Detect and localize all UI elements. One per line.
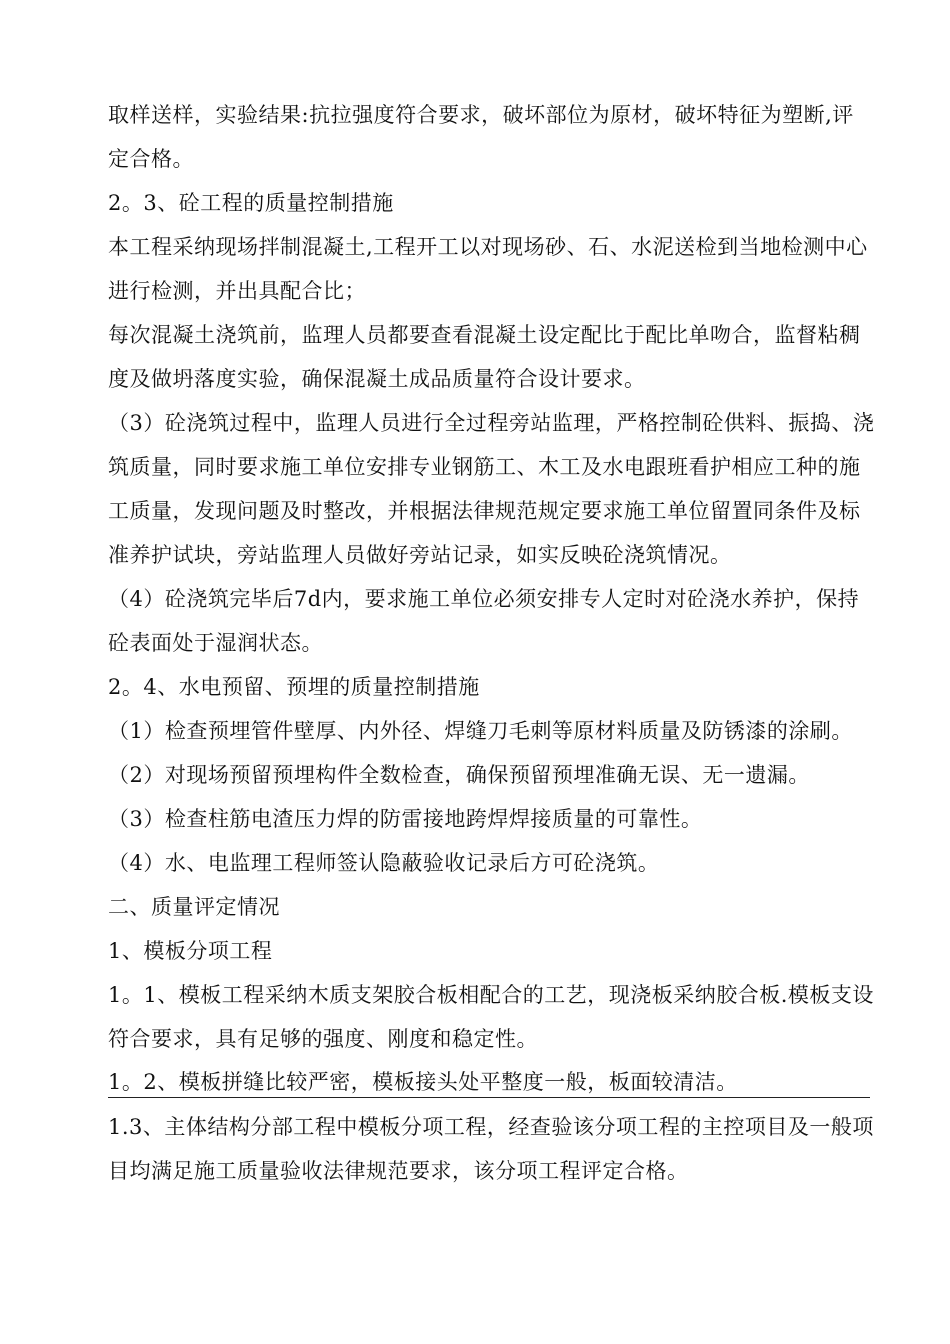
text-line: 每次混凝土浇筑前，监理人员都要查看混凝土设定配比于配比单吻合，监督粘稠 — [108, 323, 861, 347]
text-line: （1）检查预埋管件壁厚、内外径、焊缝刀毛刺等原材料质量及防锈漆的涂刷。 — [108, 719, 853, 743]
text-line: （3）检查柱筋电渣压力焊的防雷接地跨焊焊接质量的可靠性。 — [108, 807, 703, 831]
section-heading: 二、质量评定情况 — [108, 895, 280, 919]
text-line: （4）水、电监理工程师签认隐蔽验收记录后方可砼浇筑。 — [108, 851, 660, 875]
text-line: 目均满足施工质量验收法律规范要求，该分项工程评定合格。 — [108, 1159, 689, 1183]
text-line: 符合要求，具有足够的强度、刚度和稳定性。 — [108, 1027, 538, 1051]
text-line: 本工程采纳现场拌制混凝土,工程开工以对现场砂、石、水泥送检到当地检测中心 — [108, 235, 868, 259]
text-line: （3）砼浇筑过程中，监理人员进行全过程旁站监理，严格控制砼供料、振捣、浇 — [108, 411, 875, 435]
text-line: 度及做坍落度实验，确保混凝土成品质量符合设计要求。 — [108, 367, 646, 391]
text-line: 工质量，发现问题及时整改，并根据法律规范规定要求施工单位留置同条件及标 — [108, 499, 861, 523]
subsection-heading: 1、模板分项工程 — [108, 939, 273, 963]
horizontal-rule — [108, 1097, 870, 1098]
text-line: 筑质量，同时要求施工单位安排专业钢筋工、木工及水电跟班看护相应工种的施 — [108, 455, 861, 479]
section-heading: 2。4、水电预留、预埋的质量控制措施 — [108, 675, 480, 699]
text-line: 砼表面处于湿润状态。 — [108, 631, 323, 655]
text-line: 进行检测，并出具配合比； — [108, 279, 366, 303]
text-line: 准养护试块，旁站监理人员做好旁站记录，如实反映砼浇筑情况。 — [108, 543, 732, 567]
text-line: 取样送样，实验结果:抗拉强度符合要求，破坏部位为原材，破坏特征为塑断,评 — [108, 103, 854, 127]
section-heading: 2。3、砼工程的质量控制措施 — [108, 191, 394, 215]
text-line: （2）对现场预留预埋构件全数检查，确保预留预埋准确无误、无一遗漏。 — [108, 763, 810, 787]
text-line: 1。2、模板拼缝比较严密，模板接头处平整度一般，板面较清洁。 — [108, 1070, 738, 1094]
text-line: （4）砼浇筑完毕后7d内，要求施工单位必须安排专人定时对砼浇水养护，保持 — [108, 587, 860, 611]
text-line: 定合格。 — [108, 147, 194, 171]
text-line: 1.3、主体结构分部工程中模板分项工程，经查验该分项工程的主控项目及一般项 — [108, 1115, 874, 1139]
text-line: 1。1、模板工程采纳木质支架胶合板相配合的工艺，现浇板采纳胶合板.模板支设 — [108, 983, 874, 1007]
